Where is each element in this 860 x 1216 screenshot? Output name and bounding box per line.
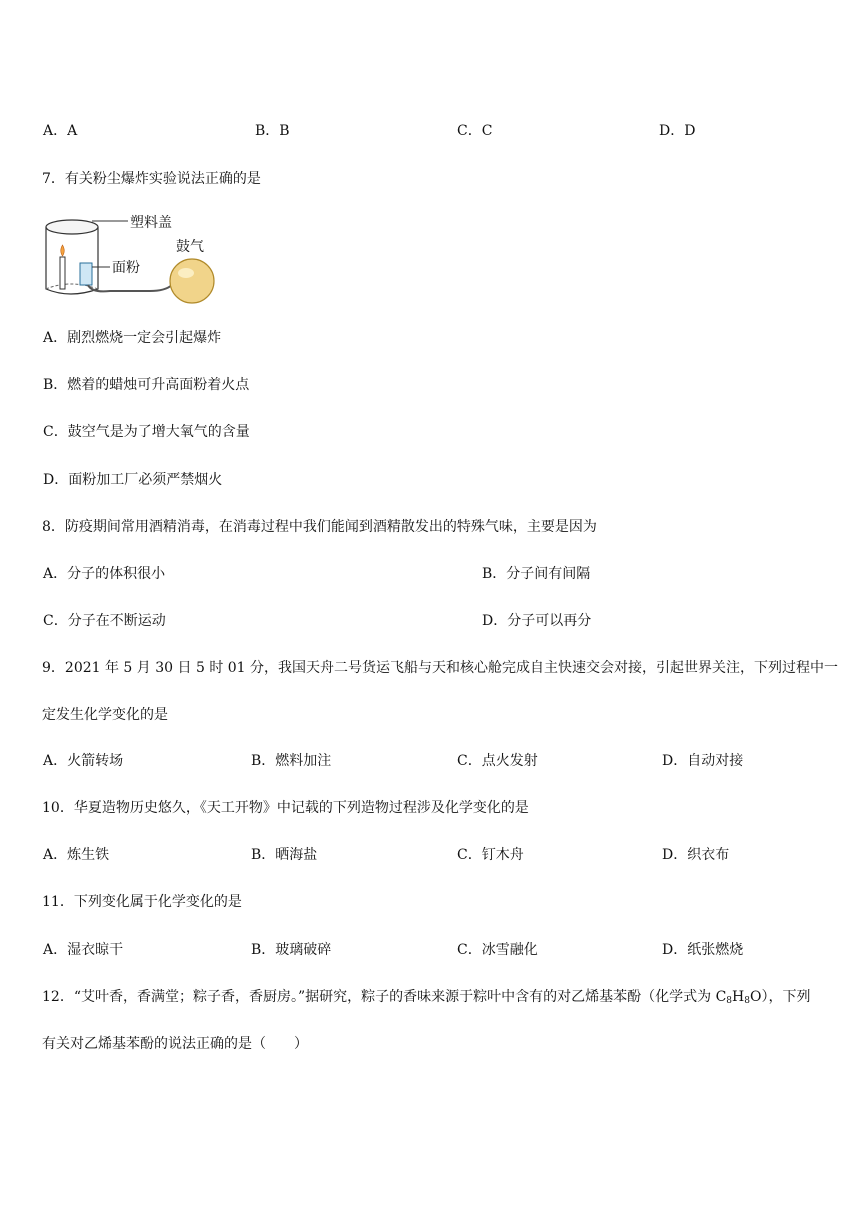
q12-stem-line2: 有关对乙烯基苯酚的说法正确的是（ ） (42, 1036, 308, 1052)
rubber-bulb (170, 259, 214, 303)
q11-stem: 11．下列变化属于化学变化的是 (42, 894, 242, 910)
candle (60, 257, 65, 289)
q9-option-c[interactable]: C．点火发射 (457, 753, 538, 769)
q11-option-d[interactable]: D．纸张燃烧 (662, 942, 744, 958)
q6-option-d[interactable]: D．D (659, 123, 696, 139)
q7-stem: 7．有关粉尘爆炸实验说法正确的是 (42, 171, 261, 187)
dust-explosion-figure (40, 205, 270, 305)
q7-option-d[interactable]: D．面粉加工厂必须严禁烟火 (43, 472, 223, 488)
q12-subscript-h: 8 (744, 996, 750, 1006)
q8-option-c[interactable]: C．分子在不断运动 (43, 613, 166, 629)
plastic-lid (46, 220, 98, 234)
label-blow-air: 鼓气 (176, 239, 204, 255)
q10-option-c[interactable]: C．钉木舟 (457, 847, 524, 863)
q9-option-d[interactable]: D．自动对接 (662, 753, 744, 769)
flour-cup (80, 263, 92, 285)
q10-option-a[interactable]: A．炼生铁 (43, 847, 110, 863)
dust-explosion-diagram (40, 205, 270, 305)
q12-stem-part1: 12．“艾叶香，香满堂；粽子香，香厨房。”据研究，粽子的香味来源于粽叶中含有的对乙烯基苯酚（化学式为 C (42, 989, 727, 1005)
label-flour: 面粉 (112, 260, 140, 276)
q12-subscript-c: 8 (726, 996, 733, 1006)
q9-stem-line2: 定发生化学变化的是 (42, 707, 168, 723)
q7-option-a[interactable]: A．剧烈燃烧一定会引起爆炸 (43, 330, 222, 346)
q8-option-d[interactable]: D．分子可以再分 (482, 613, 592, 629)
q6-option-a[interactable]: A．A (43, 123, 78, 139)
q8-option-b[interactable]: B．分子间有间隔 (482, 566, 591, 582)
q11-option-b[interactable]: B．玻璃破碎 (251, 942, 332, 958)
q9-option-b[interactable]: B．燃料加注 (251, 753, 332, 769)
q9-option-a[interactable]: A．火箭转场 (43, 753, 124, 769)
q7-option-b[interactable]: B．燃着的蜡烛可升高面粉着火点 (43, 377, 250, 393)
q6-option-c[interactable]: C．C (457, 123, 493, 139)
q12-stem-h: H (732, 989, 745, 1005)
q11-option-c[interactable]: C．冰雪融化 (457, 942, 538, 958)
q8-stem: 8．防疫期间常用酒精消毒，在消毒过程中我们能闻到酒精散发出的特殊气味，主要是因为 (42, 519, 597, 535)
label-plastic-lid: 塑料盖 (130, 215, 172, 231)
q6-option-b[interactable]: B．B (255, 123, 290, 139)
q10-option-d[interactable]: D．织衣布 (662, 847, 730, 863)
q10-stem: 10．华夏造物历史悠久，《天工开物》中记载的下列造物过程涉及化学变化的是 (42, 800, 529, 816)
q12-stem-part2: O），下列 (749, 989, 811, 1005)
q8-option-a[interactable]: A．分子的体积很小 (43, 566, 166, 582)
q10-option-b[interactable]: B．晒海盐 (251, 847, 318, 863)
q11-option-a[interactable]: A．湿衣晾干 (43, 942, 124, 958)
q9-stem-line1: 9．2021 年 5 月 30 日 5 时 01 分，我国天舟二号货运飞船与天和核心舱完成自主快速交会对接，引起世界关注，下列过程中一 (42, 660, 839, 676)
q7-option-c[interactable]: C．鼓空气是为了增大氧气的含量 (43, 424, 250, 440)
q12-stem-line1 (42, 988, 810, 1010)
